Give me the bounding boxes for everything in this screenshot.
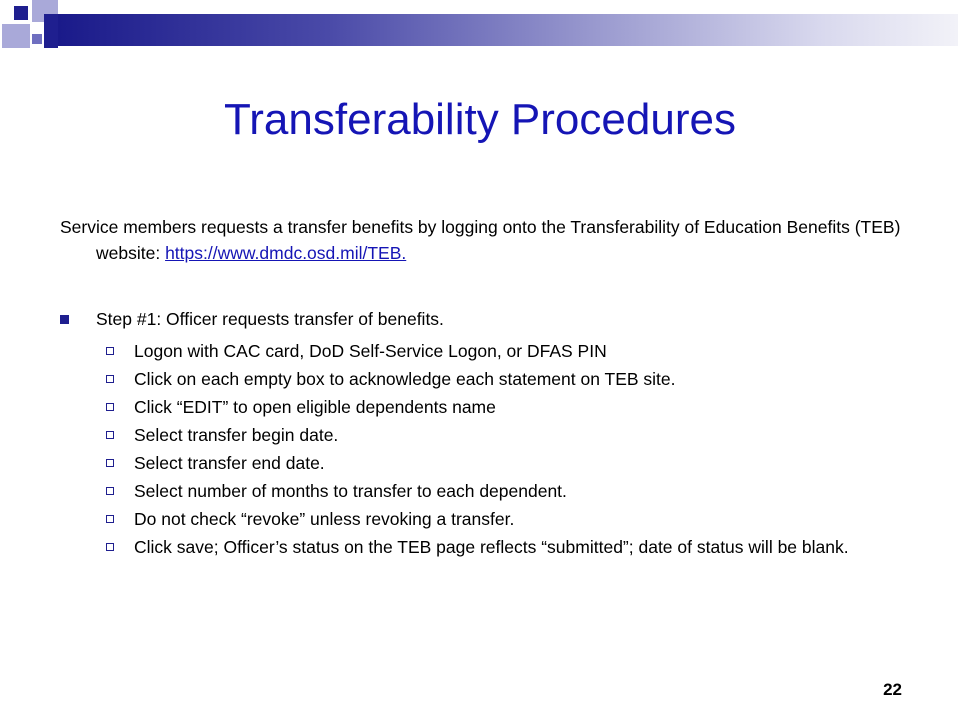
sub-item-text: Select transfer end date.: [134, 453, 325, 473]
sub-list-item: [106, 339, 896, 363]
sub-list-item: [106, 535, 896, 559]
sub-item-text: Do not check “revoke” unless revoking a transfer.: [134, 509, 515, 529]
hollow-square-bullet-icon: [106, 431, 114, 439]
decor-square-navy-1: [14, 6, 28, 20]
decor-square-mid-1: [32, 34, 42, 44]
sub-item-text: Select number of months to transfer to each dependent.: [134, 481, 567, 501]
sub-item-text: Click “EDIT” to open eligible dependents name: [134, 397, 496, 417]
step-label: Step #1: Officer requests transfer of benefits.: [96, 309, 444, 329]
hollow-square-bullet-icon: [106, 375, 114, 383]
header-gradient-bar: [58, 14, 958, 46]
sub-list-item: [106, 479, 896, 503]
teb-website-link[interactable]: https://www.dmdc.osd.mil/TEB.: [165, 243, 407, 263]
step-sub-list: [106, 339, 896, 563]
hollow-square-bullet-icon: [106, 515, 114, 523]
page-number: 22: [883, 680, 902, 699]
sub-item-text: Click on each empty box to acknowledge each statement on TEB site.: [134, 369, 676, 389]
sub-item-text: Logon with CAC card, DoD Self-Service Logon, or DFAS PIN: [134, 341, 607, 361]
decor-square-light-2: [2, 24, 30, 48]
slide-title: Transferability Procedures: [224, 95, 736, 144]
sub-list-item: [106, 395, 896, 419]
sub-list-item: [106, 367, 896, 391]
sub-list-item: [106, 507, 896, 531]
sub-item-text: Click save; Officer’s status on the TEB page reflects “submitted”; date of status will be blank.: [134, 537, 849, 557]
hollow-square-bullet-icon: [106, 403, 114, 411]
hollow-square-bullet-icon: [106, 459, 114, 467]
hollow-square-bullet-icon: [106, 347, 114, 355]
sub-list-item: [106, 451, 896, 475]
intro-paragraph: [60, 214, 956, 266]
hollow-square-bullet-icon: [106, 543, 114, 551]
hollow-square-bullet-icon: [106, 487, 114, 495]
square-bullet-icon: [60, 315, 69, 324]
sub-item-text: Select transfer begin date.: [134, 425, 339, 445]
sub-list-item: [106, 423, 896, 447]
intro-text: Service members requests a transfer benefits by logging onto the Transferability of Education Benefits (TEB) website:: [60, 217, 901, 263]
decor-square-navy-2: [44, 14, 58, 48]
